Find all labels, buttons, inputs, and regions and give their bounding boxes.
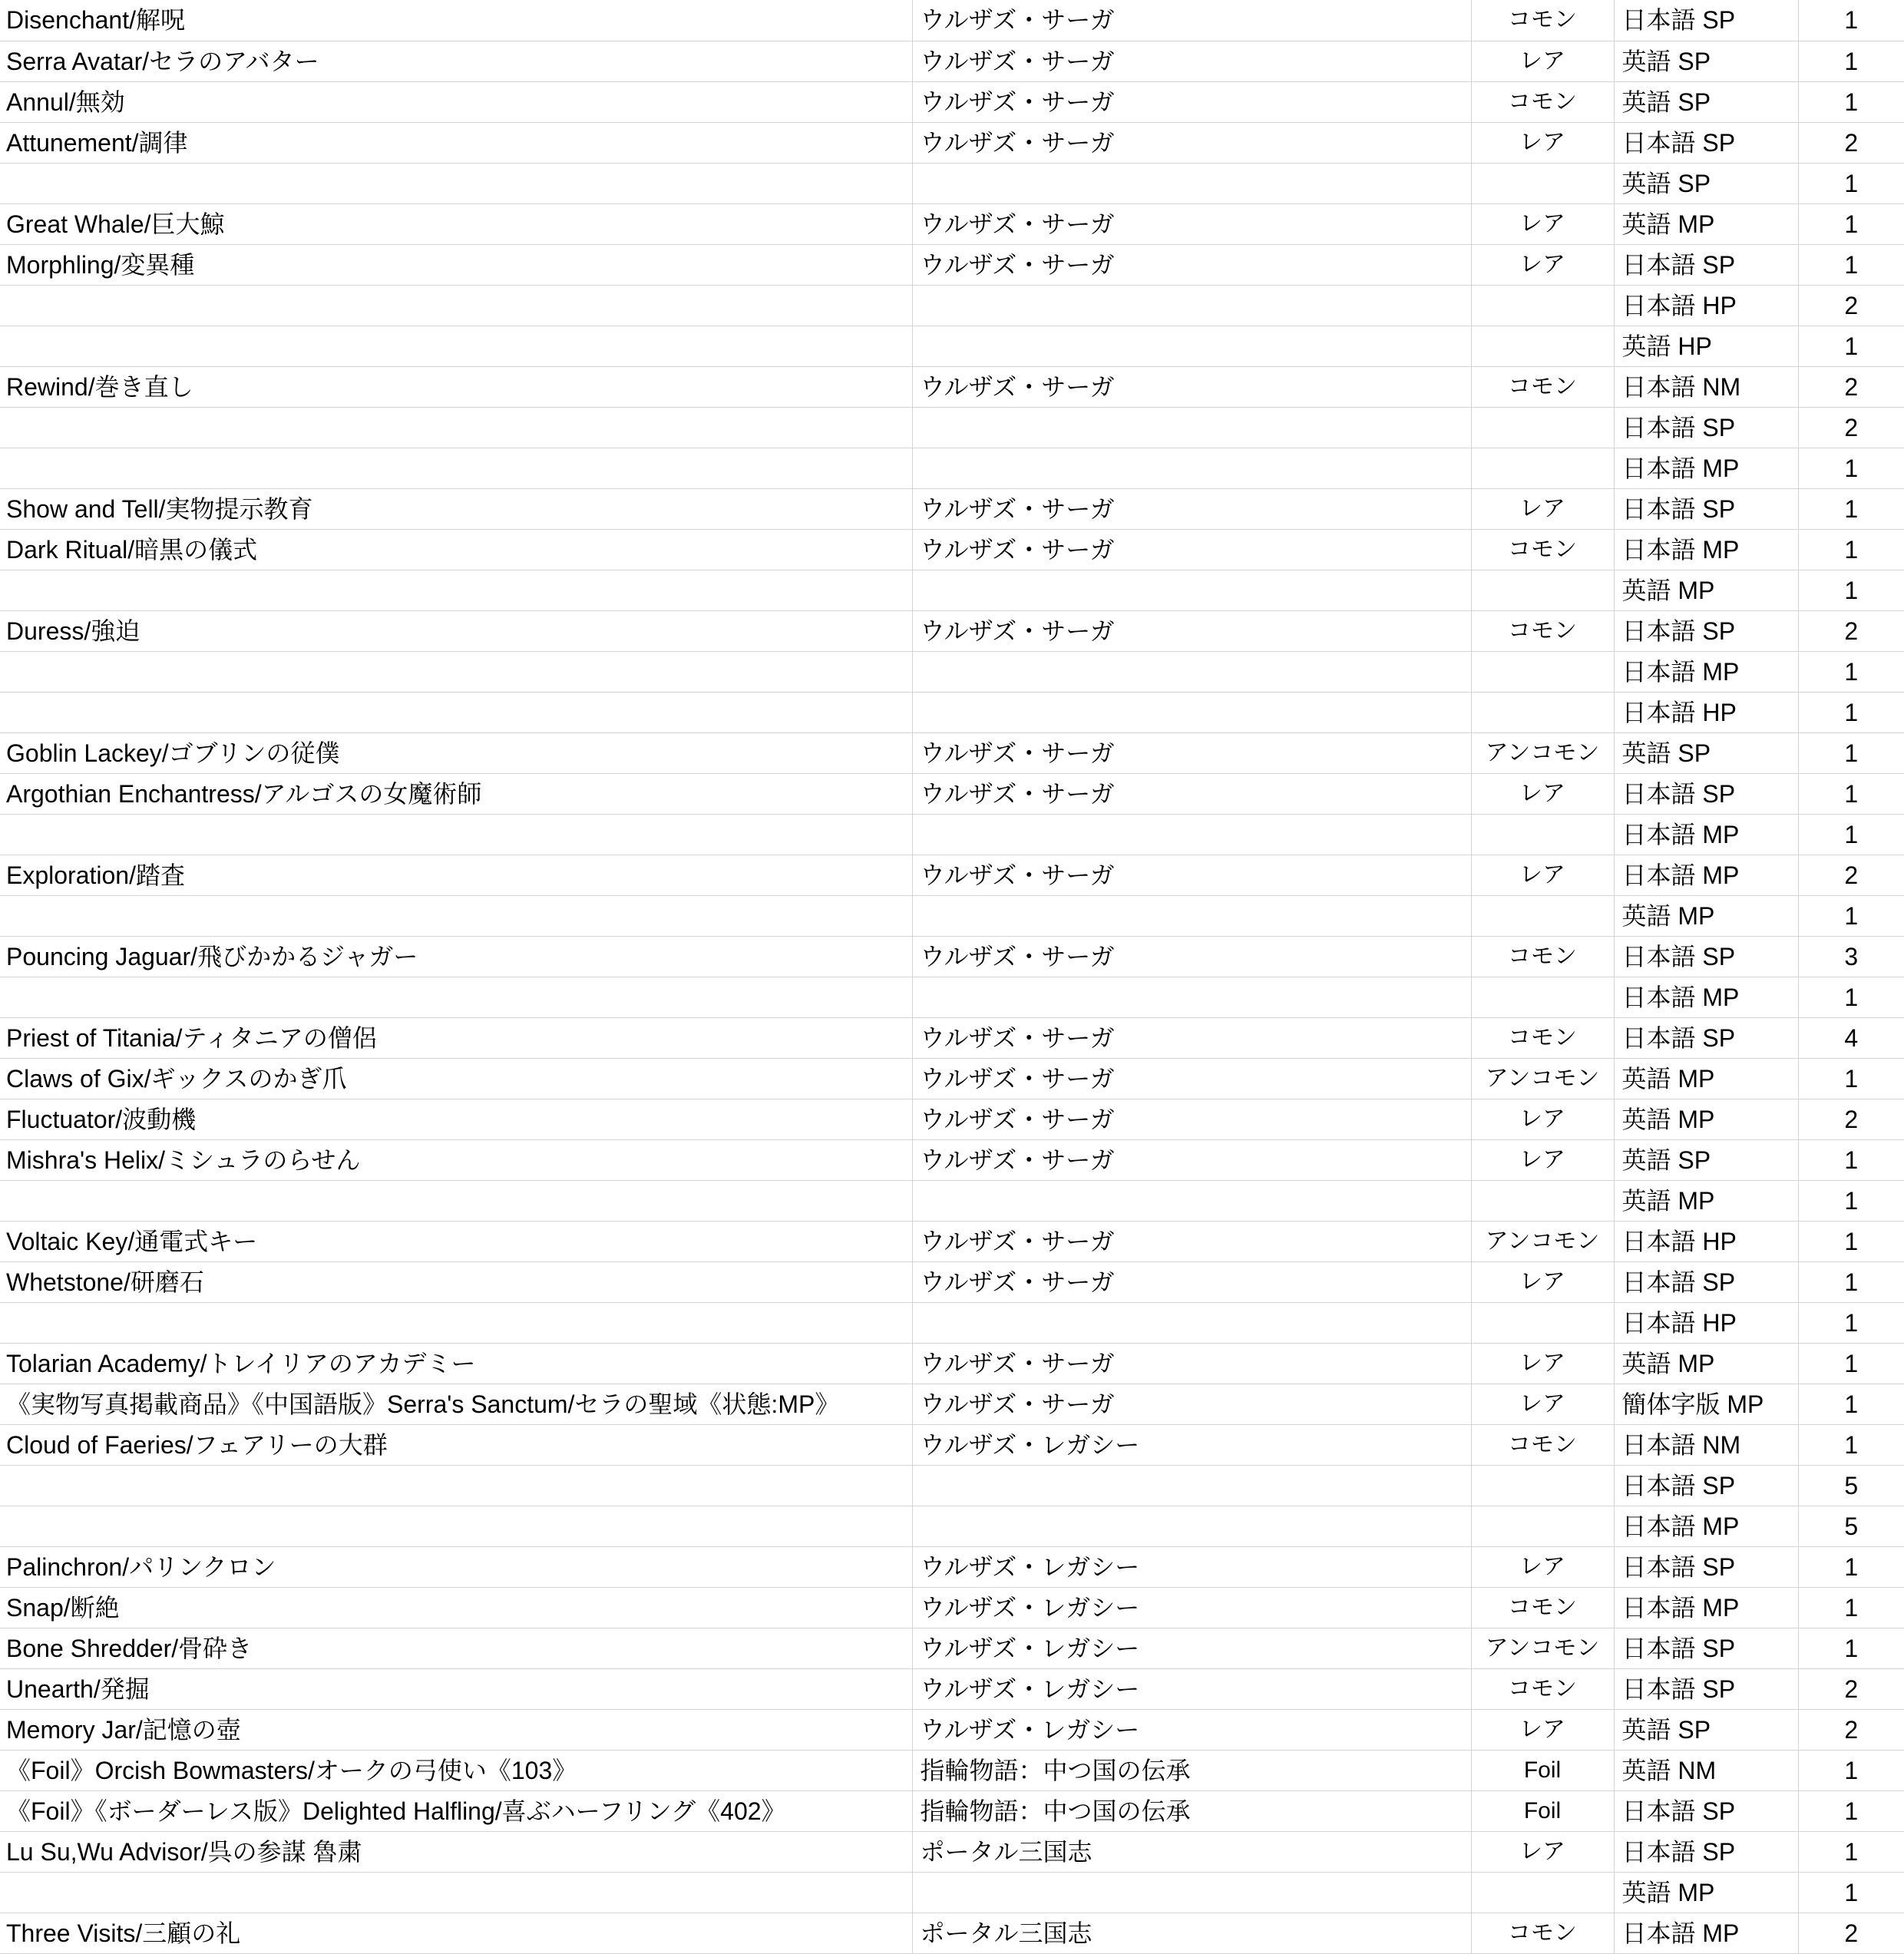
quantity-cell[interactable]: 1 [1798,692,1904,732]
table-row [0,1384,1904,1424]
quantity-cell[interactable]: 2 [1798,610,1904,651]
quantity-cell[interactable]: 1 [1798,1831,1904,1872]
card-name-cell[interactable] [0,814,912,855]
table-row [0,692,1904,732]
rarity-cell[interactable]: アンコモン [1471,1058,1614,1099]
rarity-cell[interactable]: レア [1471,1546,1614,1587]
table-row [0,529,1904,570]
set-name-cell[interactable]: ウルザズ・サーガ [912,244,1471,285]
card-name-cell[interactable]: Mishra's Helix/ミシュラのらせん [0,1139,912,1180]
set-name-cell[interactable] [912,651,1471,692]
quantity-cell[interactable]: 1 [1798,1261,1904,1302]
rarity-cell[interactable]: レア [1471,773,1614,814]
language-condition-cell[interactable]: 日本語 SP [1614,244,1798,285]
quantity-cell[interactable]: 1 [1798,651,1904,692]
table-row [0,1709,1904,1750]
table-row [0,814,1904,855]
rarity-cell[interactable] [1471,1465,1614,1506]
language-condition-cell[interactable]: 日本語 SP [1614,122,1798,163]
card-name-cell[interactable]: Attunement/調律 [0,122,912,163]
language-condition-cell[interactable]: 日本語 SP [1614,0,1798,41]
set-name-cell[interactable]: ウルザズ・サーガ [912,1058,1471,1099]
set-name-cell[interactable]: ウルザズ・サーガ [912,122,1471,163]
rarity-cell[interactable]: コモン [1471,366,1614,407]
table-row [0,732,1904,773]
set-name-cell[interactable]: ウルザズ・サーガ [912,1139,1471,1180]
card-name-cell[interactable] [0,977,912,1017]
table-row [0,895,1904,936]
quantity-cell[interactable]: 1 [1798,1302,1904,1343]
rarity-cell[interactable]: コモン [1471,1587,1614,1628]
table-row [0,1628,1904,1668]
language-condition-cell[interactable]: 英語 MP [1614,203,1798,244]
card-name-cell[interactable]: Serra Avatar/セラのアバター [0,41,912,81]
table-row [0,1872,1904,1913]
rarity-cell[interactable] [1471,651,1614,692]
language-condition-cell[interactable]: 英語 NM [1614,1750,1798,1790]
set-name-cell[interactable]: ウルザズ・サーガ [912,203,1471,244]
card-name-cell[interactable] [0,1872,912,1913]
language-condition-cell[interactable]: 日本語 SP [1614,610,1798,651]
table-row [0,773,1904,814]
card-name-cell[interactable]: Disenchant/解呪 [0,0,912,41]
card-name-cell[interactable]: Dark Ritual/暗黒の儀式 [0,529,912,570]
table-row [0,1831,1904,1872]
card-name-cell[interactable]: Annul/無効 [0,81,912,122]
card-name-cell[interactable]: Goblin Lackey/ゴブリンの従僕 [0,732,912,773]
rarity-cell[interactable]: レア [1471,488,1614,529]
language-condition-cell[interactable]: 日本語 SP [1614,1831,1798,1872]
language-condition-cell[interactable]: 日本語 MP [1614,448,1798,488]
table-row [0,326,1904,366]
card-name-cell[interactable]: Exploration/踏査 [0,855,912,895]
set-name-cell[interactable]: ウルザズ・レガシー [912,1628,1471,1668]
card-name-cell[interactable] [0,570,912,610]
card-name-cell[interactable] [0,1302,912,1343]
language-condition-cell[interactable]: 英語 SP [1614,1139,1798,1180]
table-row [0,122,1904,163]
rarity-cell[interactable]: コモン [1471,1017,1614,1058]
rarity-cell[interactable]: レア [1471,244,1614,285]
table-row [0,1343,1904,1384]
table-row [0,1465,1904,1506]
card-name-cell[interactable] [0,285,912,326]
table-row [0,936,1904,977]
set-name-cell[interactable] [912,895,1471,936]
rarity-cell[interactable]: レア [1471,1139,1614,1180]
table-row [0,448,1904,488]
card-name-cell[interactable]: Argothian Enchantress/アルゴスの女魔術師 [0,773,912,814]
table-row [0,977,1904,1017]
set-name-cell[interactable]: ウルザズ・サーガ [912,773,1471,814]
set-name-cell[interactable] [912,570,1471,610]
rarity-cell[interactable] [1471,1872,1614,1913]
quantity-cell[interactable]: 1 [1798,1628,1904,1668]
card-name-cell[interactable] [0,651,912,692]
rarity-cell[interactable]: レア [1471,1709,1614,1750]
table-row [0,81,1904,122]
table-row [0,855,1904,895]
set-name-cell[interactable] [912,1180,1471,1221]
card-name-cell[interactable]: Whetstone/研磨石 [0,1261,912,1302]
set-name-cell[interactable]: ウルザズ・レガシー [912,1587,1471,1628]
card-name-cell[interactable]: 《実物写真掲載商品》《中国語版》Serra's Sanctum/セラの聖域《状態:MP》 [0,1384,912,1424]
card-name-cell[interactable] [0,448,912,488]
language-condition-cell[interactable]: 日本語 MP [1614,651,1798,692]
quantity-cell[interactable]: 1 [1798,1872,1904,1913]
language-condition-cell[interactable]: 日本語 MP [1614,1587,1798,1628]
quantity-cell[interactable]: 1 [1798,1587,1904,1628]
rarity-cell[interactable]: レア [1471,1384,1614,1424]
table-row [0,1221,1904,1261]
card-name-cell[interactable]: Palinchron/パリンクロン [0,1546,912,1587]
table-row [0,163,1904,203]
rarity-cell[interactable]: レア [1471,41,1614,81]
table-row [0,1913,1904,1953]
card-name-cell[interactable] [0,326,912,366]
rarity-cell[interactable] [1471,285,1614,326]
set-name-cell[interactable]: ウルザズ・サーガ [912,936,1471,977]
language-condition-cell[interactable]: 日本語 HP [1614,692,1798,732]
set-name-cell[interactable]: ポータル三国志 [912,1913,1471,1953]
language-condition-cell[interactable]: 日本語 SP [1614,1465,1798,1506]
card-name-cell[interactable]: Rewind/巻き直し [0,366,912,407]
card-name-cell[interactable] [0,1506,912,1546]
quantity-cell[interactable]: 1 [1798,977,1904,1017]
language-condition-cell[interactable]: 日本語 HP [1614,285,1798,326]
quantity-cell[interactable]: 1 [1798,1139,1904,1180]
quantity-cell[interactable]: 1 [1798,41,1904,81]
quantity-cell[interactable]: 1 [1798,488,1904,529]
card-name-cell[interactable]: Fluctuator/波動機 [0,1099,912,1139]
rarity-cell[interactable]: アンコモン [1471,1628,1614,1668]
table-row [0,1302,1904,1343]
quantity-cell[interactable]: 1 [1798,1180,1904,1221]
set-name-cell[interactable]: ウルザズ・レガシー [912,1709,1471,1750]
language-condition-cell[interactable]: 日本語 SP [1614,1017,1798,1058]
quantity-cell[interactable]: 2 [1798,855,1904,895]
card-name-cell[interactable]: Priest of Titania/ティタニアの僧侶 [0,1017,912,1058]
set-name-cell[interactable] [912,1872,1471,1913]
quantity-cell[interactable]: 2 [1798,1668,1904,1709]
language-condition-cell[interactable]: 英語 SP [1614,163,1798,203]
quantity-cell[interactable]: 1 [1798,773,1904,814]
language-condition-cell[interactable]: 簡体字版 MP [1614,1384,1798,1424]
quantity-cell[interactable]: 2 [1798,366,1904,407]
quantity-cell[interactable]: 1 [1798,244,1904,285]
quantity-cell[interactable]: 2 [1798,1099,1904,1139]
set-name-cell[interactable]: ウルザズ・サーガ [912,366,1471,407]
card-name-cell[interactable]: Voltaic Key/通電式キー [0,1221,912,1261]
rarity-cell[interactable]: アンコモン [1471,732,1614,773]
quantity-cell[interactable]: 5 [1798,1506,1904,1546]
table-row [0,1017,1904,1058]
set-name-cell[interactable] [912,1302,1471,1343]
table-row [0,285,1904,326]
card-name-cell[interactable] [0,163,912,203]
quantity-cell[interactable]: 1 [1798,895,1904,936]
table-row [0,1139,1904,1180]
set-name-cell[interactable]: ウルザズ・サーガ [912,529,1471,570]
card-name-cell[interactable]: Unearth/発掘 [0,1668,912,1709]
quantity-cell[interactable]: 1 [1798,1790,1904,1831]
language-condition-cell[interactable]: 日本語 MP [1614,814,1798,855]
table-row [0,1424,1904,1465]
quantity-cell[interactable]: 1 [1798,163,1904,203]
quantity-cell[interactable]: 1 [1798,1343,1904,1384]
quantity-cell[interactable]: 1 [1798,570,1904,610]
language-condition-cell[interactable]: 日本語 SP [1614,407,1798,448]
language-condition-cell[interactable]: 英語 MP [1614,1099,1798,1139]
table-row [0,0,1904,41]
table-row [0,1058,1904,1099]
table-row [0,651,1904,692]
rarity-cell[interactable] [1471,163,1614,203]
card-name-cell[interactable] [0,1465,912,1506]
set-name-cell[interactable]: 指輪物語：中つ国の伝承 [912,1750,1471,1790]
card-name-cell[interactable]: Cloud of Faeries/フェアリーの大群 [0,1424,912,1465]
quantity-cell[interactable]: 2 [1798,1913,1904,1953]
rarity-cell[interactable]: コモン [1471,0,1614,41]
quantity-cell[interactable]: 1 [1798,814,1904,855]
rarity-cell[interactable] [1471,407,1614,448]
card-name-cell[interactable]: Bone Shredder/骨砕き [0,1628,912,1668]
quantity-cell[interactable]: 3 [1798,936,1904,977]
set-name-cell[interactable] [912,814,1471,855]
card-name-cell[interactable]: Claws of Gix/ギックスのかぎ爪 [0,1058,912,1099]
card-name-cell[interactable]: Show and Tell/実物提示教育 [0,488,912,529]
rarity-cell[interactable]: レア [1471,1261,1614,1302]
card-name-cell[interactable]: 《Foil》Orcish Bowmasters/オークの弓使い《103》 [0,1750,912,1790]
quantity-cell[interactable]: 1 [1798,1546,1904,1587]
set-name-cell[interactable]: ポータル三国志 [912,1831,1471,1872]
card-name-cell[interactable]: Three Visits/三顧の礼 [0,1913,912,1953]
set-name-cell[interactable] [912,326,1471,366]
table-row [0,570,1904,610]
language-condition-cell[interactable]: 日本語 MP [1614,977,1798,1017]
card-name-cell[interactable] [0,1180,912,1221]
set-name-cell[interactable] [912,692,1471,732]
card-name-cell[interactable]: Memory Jar/記憶の壺 [0,1709,912,1750]
rarity-cell[interactable]: Foil [1471,1750,1614,1790]
quantity-cell[interactable]: 1 [1798,1058,1904,1099]
table-row [0,407,1904,448]
quantity-cell[interactable]: 2 [1798,285,1904,326]
language-condition-cell[interactable]: 日本語 HP [1614,1221,1798,1261]
language-condition-cell[interactable]: 日本語 SP [1614,1668,1798,1709]
rarity-cell[interactable]: Foil [1471,1790,1614,1831]
rarity-cell[interactable] [1471,448,1614,488]
rarity-cell[interactable]: レア [1471,1099,1614,1139]
language-condition-cell[interactable]: 日本語 NM [1614,1424,1798,1465]
language-condition-cell[interactable]: 日本語 SP [1614,773,1798,814]
language-condition-cell[interactable]: 日本語 SP [1614,1628,1798,1668]
set-name-cell[interactable]: ウルザズ・レガシー [912,1668,1471,1709]
quantity-cell[interactable]: 1 [1798,81,1904,122]
rarity-cell[interactable]: レア [1471,122,1614,163]
set-name-cell[interactable] [912,163,1471,203]
rarity-cell[interactable]: レア [1471,1343,1614,1384]
card-name-cell[interactable]: Tolarian Academy/トレイリアのアカデミー [0,1343,912,1384]
set-name-cell[interactable]: ウルザズ・サーガ [912,488,1471,529]
table-row [0,1546,1904,1587]
table-row [0,1790,1904,1831]
set-name-cell[interactable]: ウルザズ・サーガ [912,81,1471,122]
language-condition-cell[interactable]: 英語 MP [1614,570,1798,610]
language-condition-cell[interactable]: 英語 SP [1614,732,1798,773]
language-condition-cell[interactable]: 日本語 SP [1614,936,1798,977]
table-row [0,41,1904,81]
table-row [0,1180,1904,1221]
quantity-cell[interactable]: 2 [1798,407,1904,448]
rarity-cell[interactable]: アンコモン [1471,1221,1614,1261]
set-name-cell[interactable] [912,1465,1471,1506]
quantity-cell[interactable]: 1 [1798,448,1904,488]
set-name-cell[interactable]: 指輪物語：中つ国の伝承 [912,1790,1471,1831]
language-condition-cell[interactable]: 英語 MP [1614,1343,1798,1384]
set-name-cell[interactable]: ウルザズ・サーガ [912,1099,1471,1139]
set-name-cell[interactable]: ウルザズ・サーガ [912,41,1471,81]
card-name-cell[interactable]: Lu Su,Wu Advisor/呉の参謀 魯粛 [0,1831,912,1872]
set-name-cell[interactable]: ウルザズ・サーガ [912,732,1471,773]
rarity-cell[interactable] [1471,570,1614,610]
quantity-cell[interactable]: 1 [1798,1750,1904,1790]
language-condition-cell[interactable]: 英語 MP [1614,1058,1798,1099]
rarity-cell[interactable] [1471,977,1614,1017]
table-row [0,610,1904,651]
table-row [0,1099,1904,1139]
rarity-cell[interactable]: コモン [1471,529,1614,570]
language-condition-cell[interactable]: 日本語 MP [1614,855,1798,895]
quantity-cell[interactable]: 5 [1798,1465,1904,1506]
rarity-cell[interactable]: コモン [1471,610,1614,651]
quantity-cell[interactable]: 1 [1798,1221,1904,1261]
language-condition-cell[interactable]: 日本語 NM [1614,366,1798,407]
language-condition-cell[interactable]: 英語 SP [1614,1709,1798,1750]
quantity-cell[interactable]: 2 [1798,1709,1904,1750]
quantity-cell[interactable]: 1 [1798,326,1904,366]
set-name-cell[interactable] [912,1506,1471,1546]
table-row [0,244,1904,285]
set-name-cell[interactable] [912,977,1471,1017]
table-row [0,1668,1904,1709]
rarity-cell[interactable]: コモン [1471,936,1614,977]
table-row [0,203,1904,244]
rarity-cell[interactable]: レア [1471,203,1614,244]
card-name-cell[interactable]: Pouncing Jaguar/飛びかかるジャガー [0,936,912,977]
rarity-cell[interactable]: レア [1471,1831,1614,1872]
set-name-cell[interactable]: ウルザズ・サーガ [912,1017,1471,1058]
set-name-cell[interactable]: ウルザズ・サーガ [912,855,1471,895]
rarity-cell[interactable]: コモン [1471,81,1614,122]
language-condition-cell[interactable]: 日本語 MP [1614,1913,1798,1953]
rarity-cell[interactable]: レア [1471,855,1614,895]
set-name-cell[interactable]: ウルザズ・サーガ [912,1221,1471,1261]
language-condition-cell[interactable]: 英語 HP [1614,326,1798,366]
quantity-cell[interactable]: 1 [1798,1424,1904,1465]
rarity-cell[interactable]: コモン [1471,1913,1614,1953]
set-name-cell[interactable]: ウルザズ・レガシー [912,1424,1471,1465]
language-condition-cell[interactable]: 英語 SP [1614,41,1798,81]
quantity-cell[interactable]: 4 [1798,1017,1904,1058]
set-name-cell[interactable] [912,285,1471,326]
rarity-cell[interactable]: コモン [1471,1668,1614,1709]
language-condition-cell[interactable]: 英語 MP [1614,1180,1798,1221]
language-condition-cell[interactable]: 日本語 SP [1614,1261,1798,1302]
quantity-cell[interactable]: 1 [1798,0,1904,41]
language-condition-cell[interactable]: 英語 MP [1614,895,1798,936]
set-name-cell[interactable]: ウルザズ・サーガ [912,610,1471,651]
rarity-cell[interactable] [1471,1302,1614,1343]
card-name-cell[interactable]: Duress/強迫 [0,610,912,651]
quantity-cell[interactable]: 1 [1798,203,1904,244]
table-row [0,1587,1904,1628]
rarity-cell[interactable] [1471,1180,1614,1221]
set-name-cell[interactable]: ウルザズ・レガシー [912,1546,1471,1587]
quantity-cell[interactable]: 2 [1798,122,1904,163]
card-name-cell[interactable] [0,407,912,448]
table-row [0,366,1904,407]
set-name-cell[interactable]: ウルザズ・サーガ [912,1261,1471,1302]
language-condition-cell[interactable]: 日本語 SP [1614,1546,1798,1587]
card-name-cell[interactable]: Morphling/変異種 [0,244,912,285]
language-condition-cell[interactable]: 日本語 MP [1614,1506,1798,1546]
card-name-cell[interactable] [0,692,912,732]
rarity-cell[interactable]: コモン [1471,1424,1614,1465]
language-condition-cell[interactable]: 日本語 SP [1614,1790,1798,1831]
table-row [0,1750,1904,1790]
rarity-cell[interactable] [1471,895,1614,936]
card-name-cell[interactable]: 《Foil》《ボーダーレス版》Delighted Halfling/喜ぶハーフリング《402》 [0,1790,912,1831]
language-condition-cell[interactable]: 日本語 SP [1614,488,1798,529]
rarity-cell[interactable] [1471,1506,1614,1546]
card-name-cell[interactable]: Snap/断絶 [0,1587,912,1628]
quantity-cell[interactable]: 1 [1798,529,1904,570]
card-name-cell[interactable] [0,895,912,936]
set-name-cell[interactable]: ウルザズ・サーガ [912,1343,1471,1384]
set-name-cell[interactable]: ウルザズ・サーガ [912,1384,1471,1424]
card-name-cell[interactable]: Great Whale/巨大鯨 [0,203,912,244]
set-name-cell[interactable]: ウルザズ・サーガ [912,0,1471,41]
rarity-cell[interactable] [1471,814,1614,855]
language-condition-cell[interactable]: 日本語 HP [1614,1302,1798,1343]
quantity-cell[interactable]: 1 [1798,1384,1904,1424]
language-condition-cell[interactable]: 英語 MP [1614,1872,1798,1913]
table-row [0,1506,1904,1546]
set-name-cell[interactable] [912,407,1471,448]
rarity-cell[interactable] [1471,692,1614,732]
table-row [0,1261,1904,1302]
language-condition-cell[interactable]: 日本語 MP [1614,529,1798,570]
set-name-cell[interactable] [912,448,1471,488]
language-condition-cell[interactable]: 英語 SP [1614,81,1798,122]
quantity-cell[interactable]: 1 [1798,732,1904,773]
table-row [0,488,1904,529]
rarity-cell[interactable] [1471,326,1614,366]
